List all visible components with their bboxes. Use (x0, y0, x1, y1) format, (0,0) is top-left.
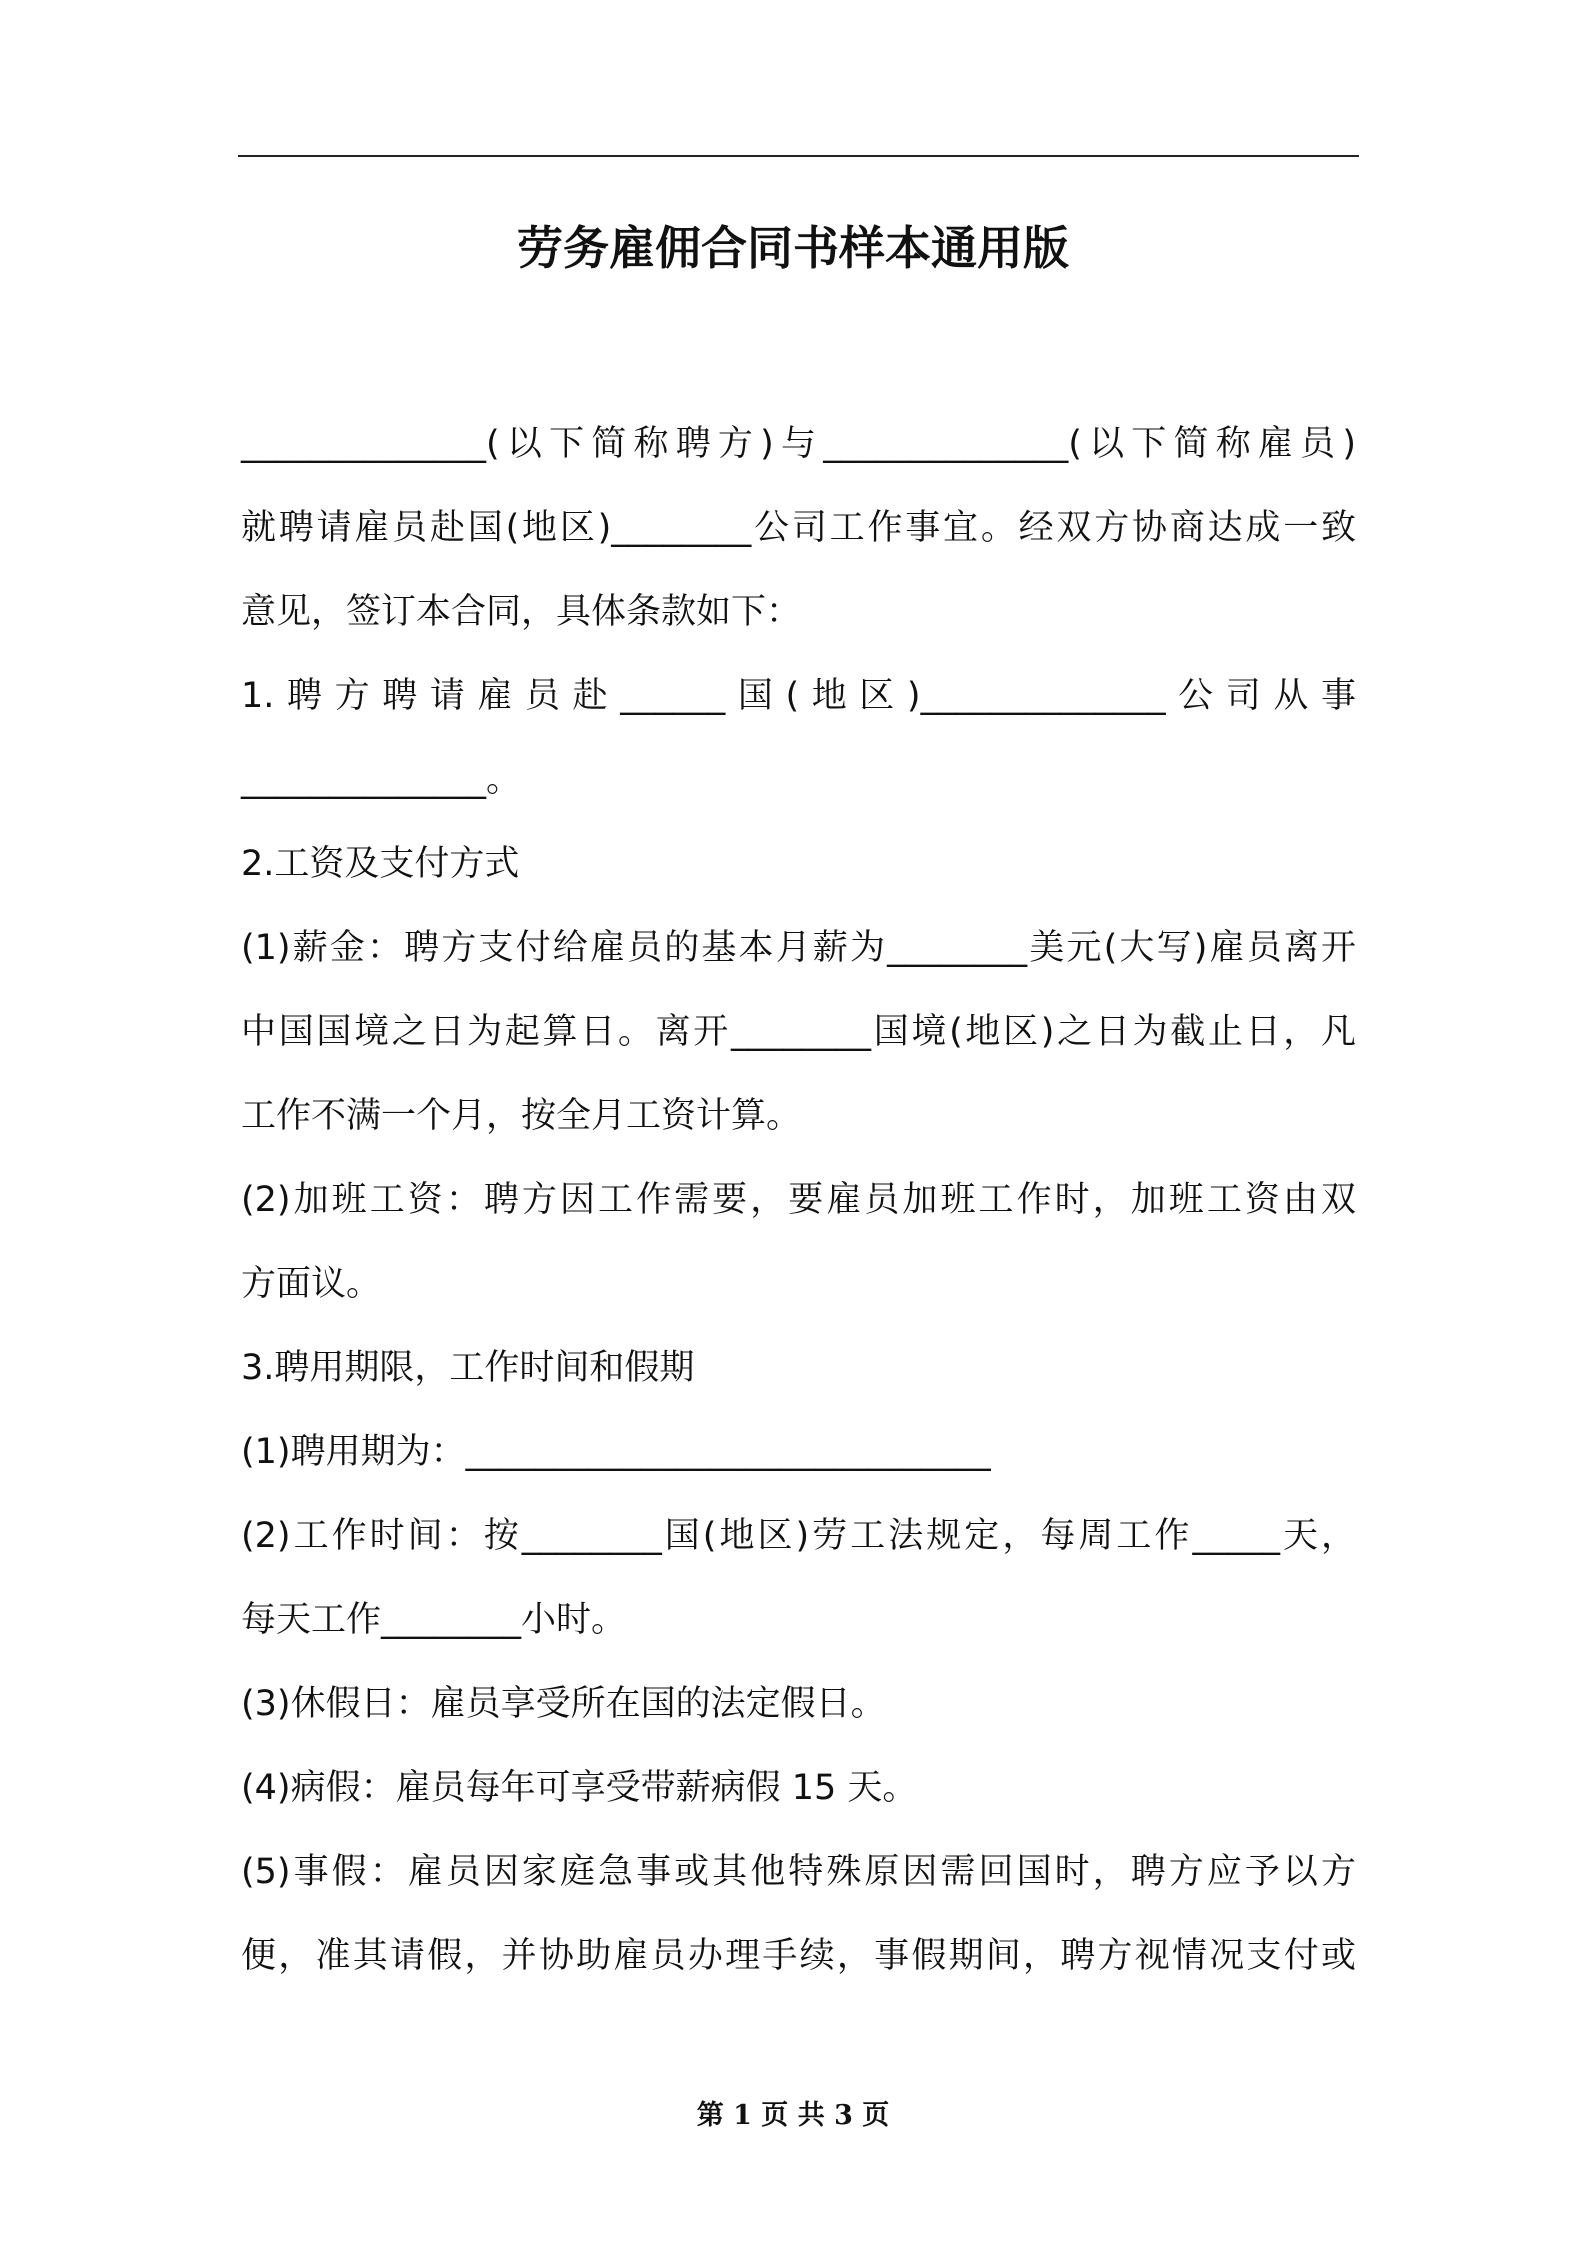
body-line: 中国国境之日为起算日。离开________国境(地区)之日为截止日，凡 (241, 1012, 1356, 1052)
body-line: (2)工作时间：按________国(地区)劳工法规定，每周工作_____天， (241, 1516, 1356, 1556)
page-footer: 第 1 页 共 3 页 (696, 2100, 890, 2131)
body-line: (4)病假：雇员每年可享受带薪病假 15 天。 (241, 1768, 918, 1808)
body-line: ______________。 (241, 760, 522, 800)
body-line: 每天工作________小时。 (241, 1600, 627, 1640)
body-line: (1)聘用期为：______________________________ (241, 1432, 991, 1472)
body-line: (5)事假：雇员因家庭急事或其他特殊原因需回国时，聘方应予以方 (241, 1852, 1356, 1892)
document-title: 劳务雇佣合同书样本通用版 (517, 221, 1069, 275)
body-line: (2)加班工资：聘方因工作需要，要雇员加班工作时，加班工资由双 (241, 1180, 1356, 1220)
body-line: 就聘请雇员赴国(地区)________公司工作事宜。经双方协商达成一致 (241, 508, 1356, 548)
header-rule (238, 155, 1359, 157)
body-line: 意见，签订本合同，具体条款如下： (241, 592, 802, 632)
body-line: (3)休假日：雇员享受所在国的法定假日。 (241, 1684, 886, 1724)
body-line: 1.聘方聘请雇员赴______国(地区)______________公司从事 (241, 676, 1356, 716)
body-line: (1)薪金：聘方支付给雇员的基本月薪为________美元(大写)雇员离开 (241, 928, 1356, 968)
section-heading: 3.聘用期限，工作时间和假期 (241, 1348, 695, 1388)
body-line: 方面议。 (241, 1264, 382, 1304)
body-line: 便，准其请假，并协助雇员办理手续，事假期间，聘方视情况支付或 (241, 1936, 1356, 1976)
section-heading: 2.工资及支付方式 (241, 844, 520, 884)
body-line: 工作不满一个月，按全月工资计算。 (241, 1096, 802, 1136)
body-line: ______________(以下简称聘方)与______________(以下简称雇员) (241, 424, 1356, 464)
document-body (241, 402, 1356, 1998)
